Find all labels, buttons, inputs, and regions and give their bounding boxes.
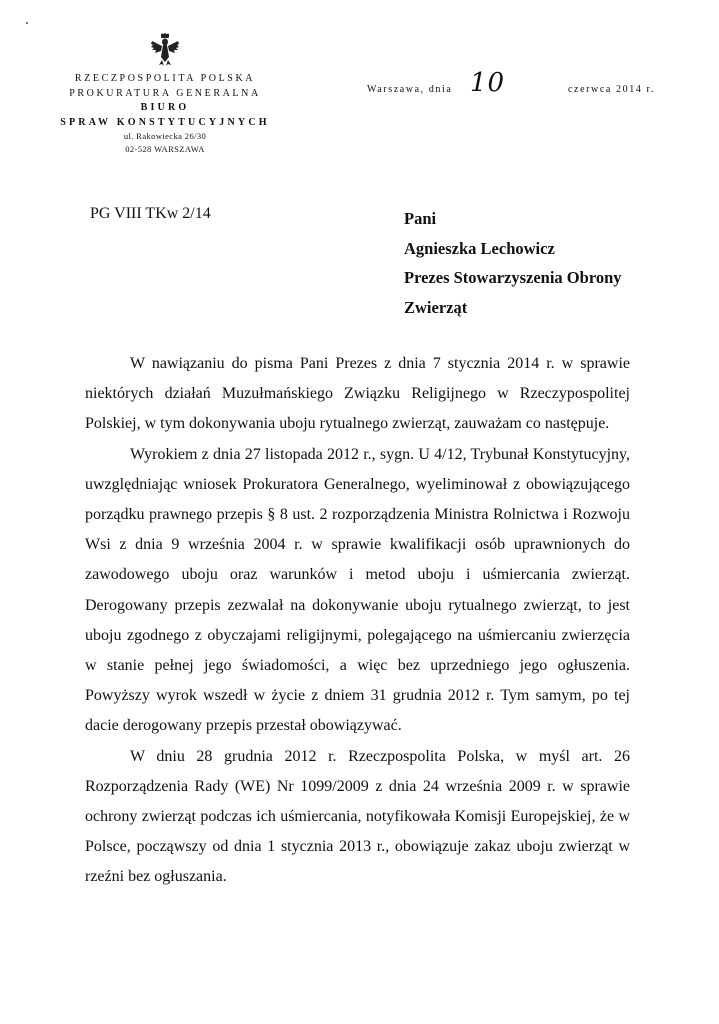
case-signature: PG VIII TKw 2/14 [90, 205, 211, 222]
office-line-prosecution: PROKURATURA GENERALNA [69, 87, 261, 99]
scan-speck [26, 22, 28, 24]
body-paragraph-3: W dniu 28 grudnia 2012 r. Rzeczpospolita Polska, w myśl art. 26 Rozporządzenia Rady (WE) Nr 1099/2009 z dnia 24 września 2009 r. w sprawie ochrony zwierząt podczas ich uśmiercania, notyfikowała Komisji Europejskiej, że w Polsce, począwszy od dnia 1 stycznia 2013 r., obowiązuje zakaz uboju zwierząt w rzeźni bez ogłuszania. [85, 747, 630, 886]
office-line-country: RZECZPOSPOLITA POLSKA [74, 73, 256, 84]
office-header [40, 72, 290, 155]
office-line-department: SPRAW KONSTYTUCYJNYCH [60, 116, 270, 128]
eagle-emblem-icon [150, 33, 180, 67]
addressee-title: Prezes Stowarzyszenia Obrony [404, 268, 622, 287]
office-line-bureau: BIURO [140, 102, 190, 113]
addressee-block [404, 204, 622, 322]
place-date-label: Warszawa, dnia [367, 84, 453, 95]
office-address-street: ul. Rakowiecka 26/30 [123, 131, 207, 141]
body-paragraph-2: Wyrokiem z dnia 27 listopada 2012 r., sygn. U 4/12, Trybunał Konstytucyjny, uwzględniając wniosek Prokuratora Generalnego, wyeliminował z obowiązującego porządku prawnego przepis § 8 ust. 2 rozporządzenia Ministra Rolnictwa i Rozwoju Wsi z dnia 9 września 2004 r. w sprawie kwalifikacji osób uprawnionych do zawodowego uboju oraz warunków i metod uboju i uśmiercania zwierząt. Derogowany przepis zezwalał na dokonywanie uboju rytualnego zwierząt, to jest uboju zgodnego z obyczajami religijnymi, polegającego na uśmiercaniu zwierzęcia w stanie pełnej jego świadomości, a więc bez uprzedniego jego ogłuszenia. Powyższy wyrok wszedł w życie z dniem 31 grudnia 2012 r. Tym samym, po tej dacie derogowany przepis przestał obowiązywać. [85, 445, 630, 735]
date-day-handwritten: 10 [470, 68, 506, 98]
addressee-title-cont: Zwierząt [404, 297, 468, 317]
date-month-year: czerwca 2014 r. [568, 84, 656, 95]
addressee-salutation: Pani [404, 209, 437, 228]
body-paragraph-1: W nawiązaniu do pisma Pani Prezes z dnia 7 stycznia 2014 r. w sprawie niektórych działań Muzułmańskiego Związku Religijnego w Rzeczypospolitej Polskiej, w tym dokonywania uboju rytualnego zwierząt, zauważam co następuje. [85, 355, 630, 433]
addressee-name: Agnieszka Lechowicz [404, 238, 555, 258]
letter-body [85, 349, 630, 893]
office-address-city: 02-528 WARSZAWA [125, 143, 205, 154]
